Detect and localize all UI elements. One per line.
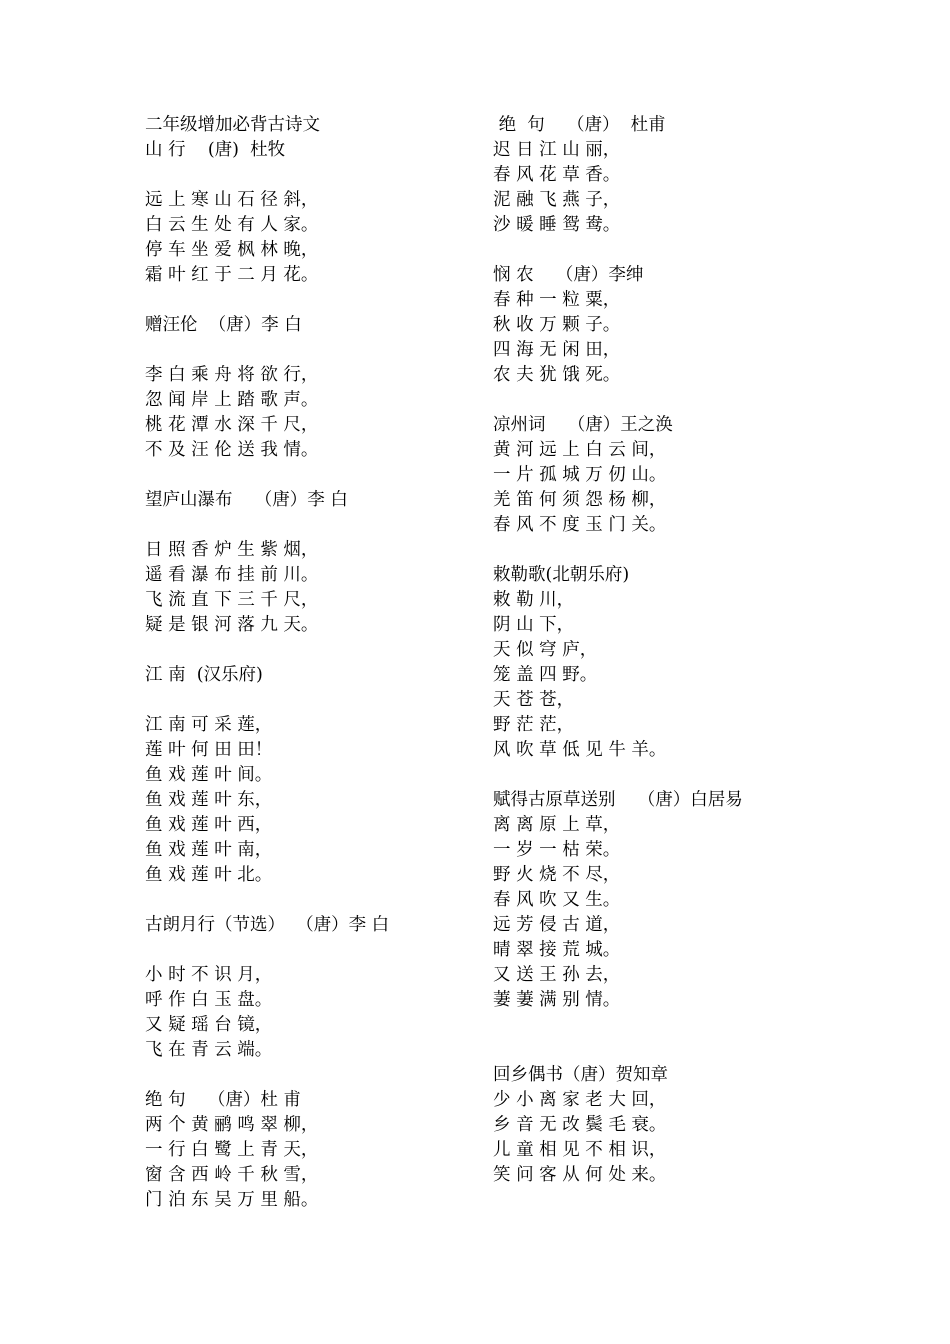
poem-line: 萋 萋 满 别 情。 <box>493 990 621 1010</box>
poem-line: 泥 融 飞 燕 子， <box>493 190 621 210</box>
poem-line: 遥 看 瀑 布 挂 前 川。 <box>145 565 319 585</box>
document-title: 二年级增加必背古诗文 <box>145 115 320 135</box>
poem-line: 笑 问 客 从 何 处 来。 <box>493 1165 667 1185</box>
poem-line: 黄 河 远 上 白 云 间， <box>493 440 667 460</box>
right-column <box>493 113 823 1188</box>
poem-line: 呼 作 白 玉 盘。 <box>145 990 273 1010</box>
poem-line: 桃 花 潭 水 深 千 尺， <box>145 415 319 435</box>
poem-line: 一 行 白 鹭 上 青 天， <box>145 1140 319 1160</box>
left-column <box>145 113 475 1213</box>
poem-line: 一 片 孤 城 万 仞 山。 <box>493 465 667 485</box>
poem-line: 秋 收 万 颗 子。 <box>493 315 621 335</box>
poem-line: 羌 笛 何 须 怨 杨 柳， <box>493 490 667 510</box>
poem-line: 霜 叶 红 于 二 月 花。 <box>145 265 319 285</box>
poem-line: 远 上 寒 山 石 径 斜， <box>145 190 319 210</box>
poem-line: 笼 盖 四 野。 <box>493 665 598 685</box>
poem-line: 春 风 不 度 玉 门 关。 <box>493 515 667 535</box>
poem-line: 风 吹 草 低 见 牛 羊。 <box>493 740 667 760</box>
poem-line: 春 种 一 粒 粟， <box>493 290 621 310</box>
poem-title: 古朗月行（节选） （唐）李 白 <box>145 915 390 935</box>
poem-line: 鱼 戏 莲 叶 间。 <box>145 765 273 785</box>
poem-title: 赋得古原草送别 （唐）白居易 <box>493 790 743 810</box>
poem-line: 少 小 离 家 老 大 回， <box>493 1090 667 1110</box>
poem-line: 门 泊 东 吴 万 里 船。 <box>145 1190 319 1210</box>
poem-title: 山 行 (唐) 杜牧 <box>145 140 286 160</box>
poem-line: 野 茫 茫， <box>493 715 575 735</box>
poem-line: 江 南 可 采 莲， <box>145 715 273 735</box>
poem-title: 悯 农 （唐）李绅 <box>493 265 644 285</box>
poem-line: 儿 童 相 见 不 相 识， <box>493 1140 667 1160</box>
poem-line: 鱼 戏 莲 叶 东， <box>145 790 273 810</box>
poem-line: 晴 翠 接 荒 城。 <box>493 940 621 960</box>
poem-line: 天 似 穹 庐， <box>493 640 598 660</box>
poem-line: 春 风 花 草 香。 <box>493 165 621 185</box>
poem-line: 鱼 戏 莲 叶 西， <box>145 815 273 835</box>
poem-title: 江 南 (汉乐府) <box>145 665 263 685</box>
poem-line: 窗 含 西 岭 千 秋 雪， <box>145 1165 319 1185</box>
poem-title: 凉州词 （唐）王之涣 <box>493 415 673 435</box>
poem-title: 望庐山瀑布 （唐）李 白 <box>145 490 348 510</box>
poem-line: 鱼 戏 莲 叶 北。 <box>145 865 273 885</box>
poem-line: 忽 闻 岸 上 踏 歌 声。 <box>145 390 319 410</box>
poem-line: 天 苍 苍， <box>493 690 575 710</box>
poem-line: 远 芳 侵 古 道， <box>493 915 621 935</box>
poem-line: 两 个 黄 鹂 鸣 翠 柳， <box>145 1115 319 1135</box>
poem-line: 停 车 坐 爱 枫 林 晚， <box>145 240 319 260</box>
poem-line: 李 白 乘 舟 将 欲 行， <box>145 365 319 385</box>
poem-line: 敕 勒 川， <box>493 590 575 610</box>
poem-line: 四 海 无 闲 田， <box>493 340 621 360</box>
poem-line: 阴 山 下， <box>493 615 575 635</box>
poem-title: 绝 句 （唐） 杜甫 <box>493 115 666 135</box>
poem-line: 农 夫 犹 饿 死。 <box>493 365 621 385</box>
poem-line: 莲 叶 何 田 田！ <box>145 740 273 760</box>
poem-line: 沙 暖 睡 鸳 鸯。 <box>493 215 621 235</box>
poem-title: 敕勒歌(北朝乐府) <box>493 565 630 585</box>
poem-line: 白 云 生 处 有 人 家。 <box>145 215 319 235</box>
poem-line: 迟 日 江 山 丽， <box>493 140 621 160</box>
poem-line: 鱼 戏 莲 叶 南， <box>145 840 273 860</box>
poem-line: 日 照 香 炉 生 紫 烟， <box>145 540 319 560</box>
poem-line: 春 风 吹 又 生。 <box>493 890 621 910</box>
poem-line: 小 时 不 识 月， <box>145 965 273 985</box>
poem-line: 飞 流 直 下 三 千 尺， <box>145 590 319 610</box>
poem-line: 不 及 汪 伦 送 我 情。 <box>145 440 319 460</box>
poem-line: 离 离 原 上 草， <box>493 815 621 835</box>
poem-line: 野 火 烧 不 尽， <box>493 865 621 885</box>
poem-line: 一 岁 一 枯 荣。 <box>493 840 621 860</box>
poem-title: 赠汪伦 （唐）李 白 <box>145 315 302 335</box>
poem-title: 回乡偶书（唐）贺知章 <box>493 1065 668 1085</box>
poem-line: 乡 音 无 改 鬓 毛 衰。 <box>493 1115 667 1135</box>
poem-line: 飞 在 青 云 端。 <box>145 1040 273 1060</box>
poem-title: 绝 句 （唐）杜 甫 <box>145 1090 301 1110</box>
poem-line: 疑 是 银 河 落 九 天。 <box>145 615 319 635</box>
poem-line: 又 送 王 孙 去， <box>493 965 621 985</box>
poem-line: 又 疑 瑶 台 镜， <box>145 1015 273 1035</box>
